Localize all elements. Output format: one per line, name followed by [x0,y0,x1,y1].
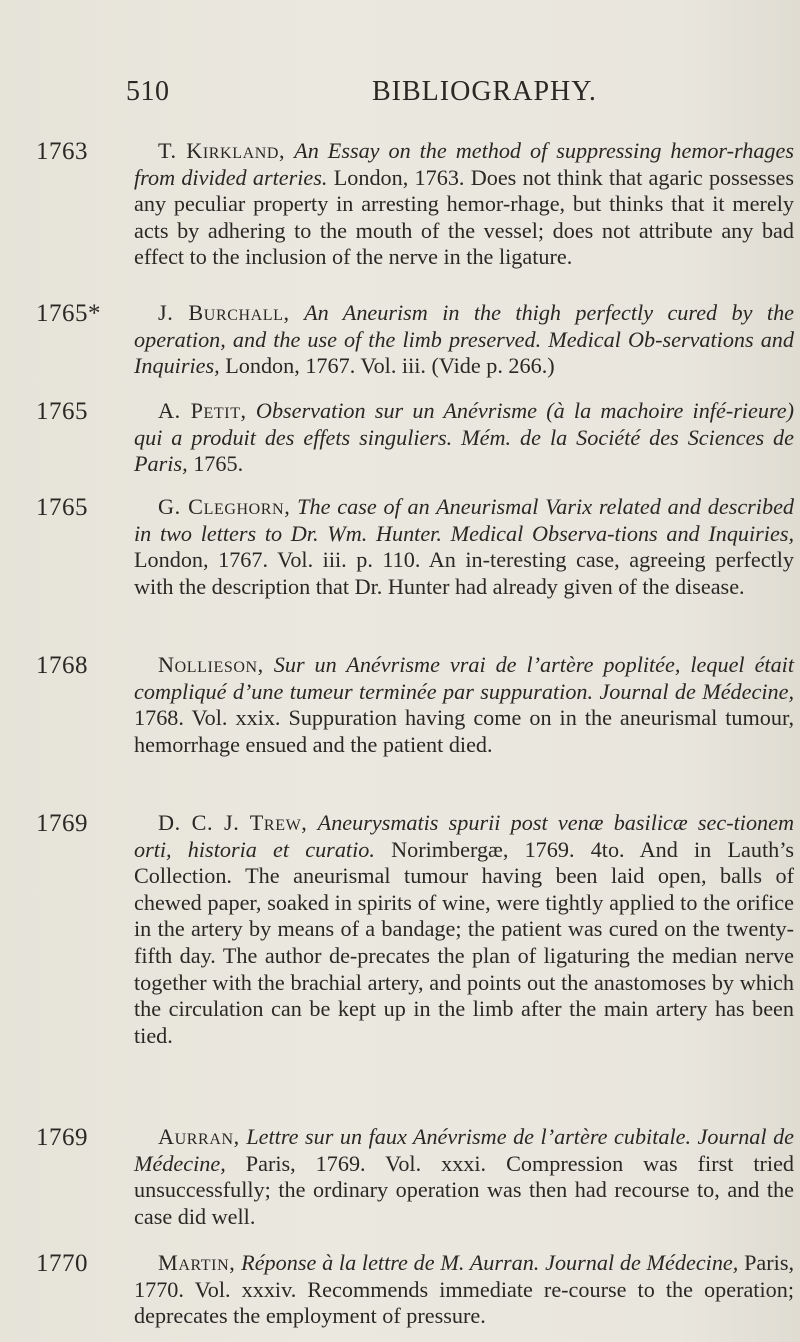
entry-title: Lettre sur un faux Anévrisme de l’artère cubitale. Journal de Médecine, [134,1124,795,1176]
entry-year: 1765 [36,398,88,425]
entry-title: An Essay on the method of suppressing hemor-rhages from divided arteries. [134,138,795,190]
entry-title: An Aneurism in the thigh perfectly cured by the operation, and the use of the limb preserved. Medical Ob-servations and Inquiries, [134,300,795,379]
entry-author: Martin, [158,1250,236,1275]
entry-year: 1765* [36,300,101,327]
running-head: BIBLIOGRAPHY. [372,76,597,107]
entry-citation: London, 1767. Vol. iii. p. 110. [134,547,421,573]
entry-note: And in Lauth’s Collection. The aneurismal tumour having been laid open, balls of chewed paper, soaked in spirits of wine, were tightly applied to the orifice in the artery by means of a bandage; the patient was cured on the twenty-fifth day. The author de-precates the plan of ligaturing the median nerve together with the brachial artery, and points out the anastomoses by which the circulation can be kept up in the limb after the main artery has been tied. [134,836,795,1048]
entry-author: D. C. J. Trew, [158,810,308,835]
entry-author: G. Cleghorn, [158,494,291,519]
entry-text [134,1250,794,1330]
entry-text [134,300,794,380]
page-number: 510 [126,76,170,107]
entry-author: J. Burchall, [158,300,290,325]
entry-text [134,652,794,758]
entry-citation: London, 1763. [333,164,465,190]
entry-citation: 1765. [193,451,244,477]
entry-title: Réponse à la lettre de M. Aurran. Journal de Médecine, [241,1250,739,1275]
entry-text [134,1124,794,1230]
entry-citation: London, 1767. Vol. iii. (Vide p. 266.) [225,353,555,379]
entry-text [134,810,794,1049]
entry-year: 1769 [36,1124,88,1151]
entry-citation: 1768. Vol. xxix. [134,705,281,731]
entry-title: Sur un Anévrisme vrai de l’artère poplitée, lequel était compliqué d’une tumeur terminée par suppuration. Journal de Médecine, [134,652,794,704]
entry-title: Observation sur un Anévrisme (à la machoire infé-rieure) qui a produit des effets singuliers. Mém. de la Société des Sciences de Paris, [134,398,794,477]
entry-author: T. Kirkland, [158,138,286,163]
entry-note: Recommends immediate re-course to the operation; deprecates the employment of pressure. [134,1276,794,1329]
entry-year: 1763 [36,138,88,165]
entry-title: Aneurysmatis spurii post venæ basilicæ sec-tionem orti, historia et curatio. [134,810,794,862]
entry-note: Does not think that agaric possesses any peculiar property in arresting hemor-rhage, but thinks that it merely acts by adhering to the mouth of the vessel; does not attribute any bad effect to the inclusion of the nerve in the ligature. [134,164,795,270]
entry-author: Aurran, [158,1124,240,1149]
entry-year: 1769 [36,810,88,837]
entry-year: 1770 [36,1250,88,1277]
entry-text [134,494,794,600]
entry-year: 1765 [36,494,88,521]
entry-citation: Paris, 1770. Vol. xxxiv. [134,1250,794,1302]
page-header [126,76,686,116]
entry-text [134,138,794,271]
entry-note: Compression was first tried unsuccessfully; the ordinary operation was then had recourse to, and the case did well. [134,1150,795,1229]
entry-title: The case of an Aneurismal Varix related and described in two letters to Dr. Wm. Hunter. Medical Observa-tions and Inquiries, [134,494,795,546]
entry-author: Nollieson, [158,652,264,677]
entry-author: A. Petit, [158,398,247,423]
entry-citation: Paris, 1769. Vol. xxxi. [245,1150,487,1176]
entry-citation: Norimbergæ, 1769. 4to. [391,836,625,862]
entry-note: Suppuration having come on in the aneurismal tumour, hemorrhage ensued and the patient died. [134,705,795,757]
entry-note: An in-teresting case, agreeing perfectly with the description that Dr. Hunter had already given of the disease. [134,547,794,599]
entry-year: 1768 [36,652,88,679]
entry-text [134,398,794,478]
